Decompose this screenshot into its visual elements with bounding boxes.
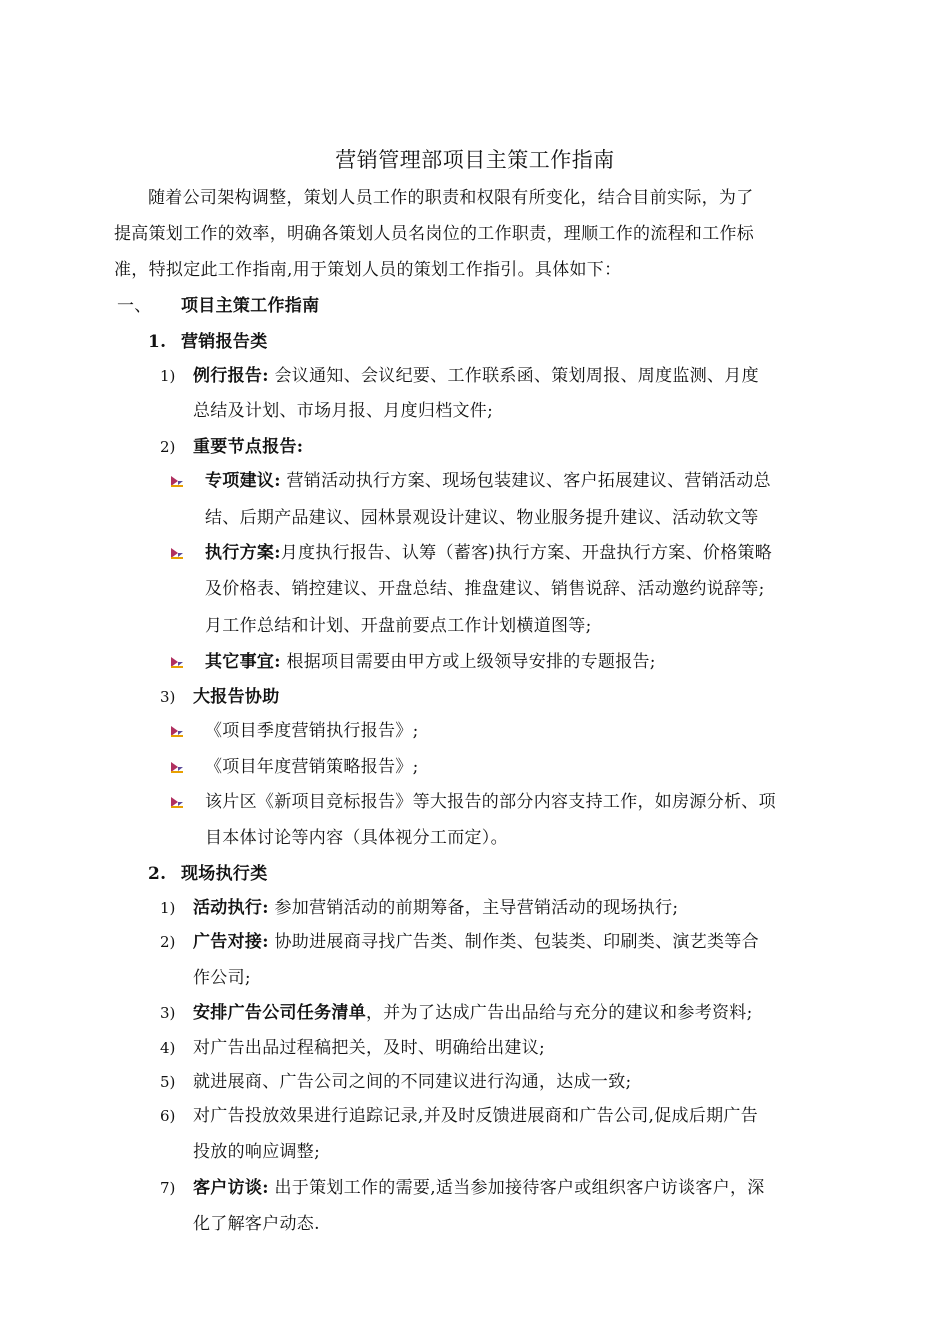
item-number: 3) <box>160 1004 176 1022</box>
bullet-quarterly-report: 《项目季度营销执行报告》; <box>205 721 419 741</box>
bullet-icon <box>170 474 184 488</box>
item-customer-interview-cont: 化了解客户动态. <box>193 1214 320 1234</box>
item-label: 例行报告: <box>193 366 269 386</box>
item-communication: 就进展商、广告公司之间的不同建议进行沟通，达成一致; <box>193 1072 632 1092</box>
bullet-icon <box>170 760 184 774</box>
subsection-1-number: 1. <box>148 332 167 352</box>
item-ad-tracking-cont: 投放的响应调整; <box>193 1142 321 1162</box>
item-ad-liaison-cont: 作公司; <box>193 968 251 988</box>
bullet-execution-plan <box>205 541 772 565</box>
item-number: 3) <box>160 688 176 706</box>
item-label: 活动执行: <box>193 898 269 918</box>
item-number: 1) <box>160 367 176 385</box>
bullet-label: 执行方案: <box>205 543 281 563</box>
bullet-icon <box>170 546 184 560</box>
subsection-2-heading: 现场执行类 <box>181 864 268 884</box>
section-1-number: 一、 <box>117 296 152 316</box>
item-text: ，并为了达成广告出品给与充分的建议和参考资料; <box>366 1003 753 1023</box>
item-label: 安排广告公司任务清单 <box>193 1003 366 1023</box>
item-routine-reports <box>193 364 759 388</box>
item-routine-reports-cont: 总结及计划、市场月报、月度归档文件; <box>193 401 494 421</box>
item-ad-task-list <box>193 1001 753 1025</box>
bullet-bid-report-cont: 目本体讨论等内容（具体视分工而定）。 <box>205 828 508 848</box>
item-event-execution <box>193 896 678 920</box>
item-major-report-assist: 大报告协助 <box>193 687 280 707</box>
bullet-annual-report: 《项目年度营销策略报告》; <box>205 757 419 777</box>
item-number: 6) <box>160 1107 176 1125</box>
item-number: 7) <box>160 1179 176 1197</box>
subsection-1-heading: 营销报告类 <box>181 332 268 352</box>
bullet-special-advice <box>205 469 771 493</box>
bullet-execution-plan-cont: 及价格表、销控建议、开盘总结、推盘建议、销售说辞、活动邀约说辞等; <box>205 579 765 599</box>
bullet-text: 营销活动执行方案、现场包装建议、客户拓展建议、营销活动总 <box>286 471 771 491</box>
item-text: 出于策划工作的需要,适当参加接待客户或组织客户访谈客户，深 <box>274 1178 765 1198</box>
item-key-node-reports: 重要节点报告: <box>193 437 304 457</box>
bullet-icon <box>170 655 184 669</box>
intro-line-1: 随着公司架构调整，策划人员工作的职责和权限有所变化，结合目前实际，为了 <box>148 188 754 208</box>
bullet-text: 根据项目需要由甲方或上级领导安排的专题报告; <box>286 652 656 672</box>
item-customer-interview <box>193 1176 765 1200</box>
section-1-heading: 项目主策工作指南 <box>181 296 320 316</box>
bullet-execution-plan-cont2: 月工作总结和计划、开盘前要点工作计划横道图等; <box>205 616 592 636</box>
bullet-icon <box>170 724 184 738</box>
bullet-icon <box>170 795 184 809</box>
intro-line-2: 提高策划工作的效率，明确各策划人员名岗位的工作职责，理顺工作的流程和工作标 <box>114 224 755 244</box>
item-ad-tracking: 对广告投放效果进行追踪记录,并及时反馈进展商和广告公司,促成后期广告 <box>193 1106 759 1126</box>
item-number: 5) <box>160 1073 176 1091</box>
bullet-label: 专项建议: <box>205 471 281 491</box>
intro-line-3: 准，特拟定此工作指南,用于策划人员的策划工作指引。具体如下： <box>114 260 622 280</box>
bullet-bid-report: 该片区《新项目竞标报告》等大报告的部分内容支持工作，如房源分析、项 <box>205 792 776 812</box>
bullet-text: 月度执行报告、认筹（蓄客)执行方案、开盘执行方案、价格策略 <box>280 543 773 563</box>
item-ad-review: 对广告出品过程稿把关，及时、明确给出建议; <box>193 1038 546 1058</box>
item-number: 1) <box>160 899 176 917</box>
item-number: 4) <box>160 1039 176 1057</box>
bullet-other-matters <box>205 650 656 674</box>
item-text: 参加营销活动的前期筹备，主导营销活动的现场执行; <box>274 898 679 918</box>
item-label: 广告对接: <box>193 932 269 952</box>
item-text: 协助进展商寻找广告类、制作类、包装类、印刷类、演艺类等合 <box>274 932 759 952</box>
item-number: 2) <box>160 438 176 456</box>
bullet-label: 其它事宜: <box>205 652 281 672</box>
item-label: 客户访谈: <box>193 1178 269 1198</box>
subsection-2-number: 2. <box>148 864 167 884</box>
page-title: 营销管理部项目主策工作指南 <box>335 148 615 172</box>
item-number: 2) <box>160 933 176 951</box>
item-text: 会议通知、会议纪要、工作联系函、策划周报、周度监测、月度 <box>274 366 759 386</box>
bullet-special-advice-cont: 结、后期产品建议、园林景观设计建议、物业服务提升建议、活动软文等 <box>205 508 759 528</box>
item-ad-liaison <box>193 930 759 954</box>
